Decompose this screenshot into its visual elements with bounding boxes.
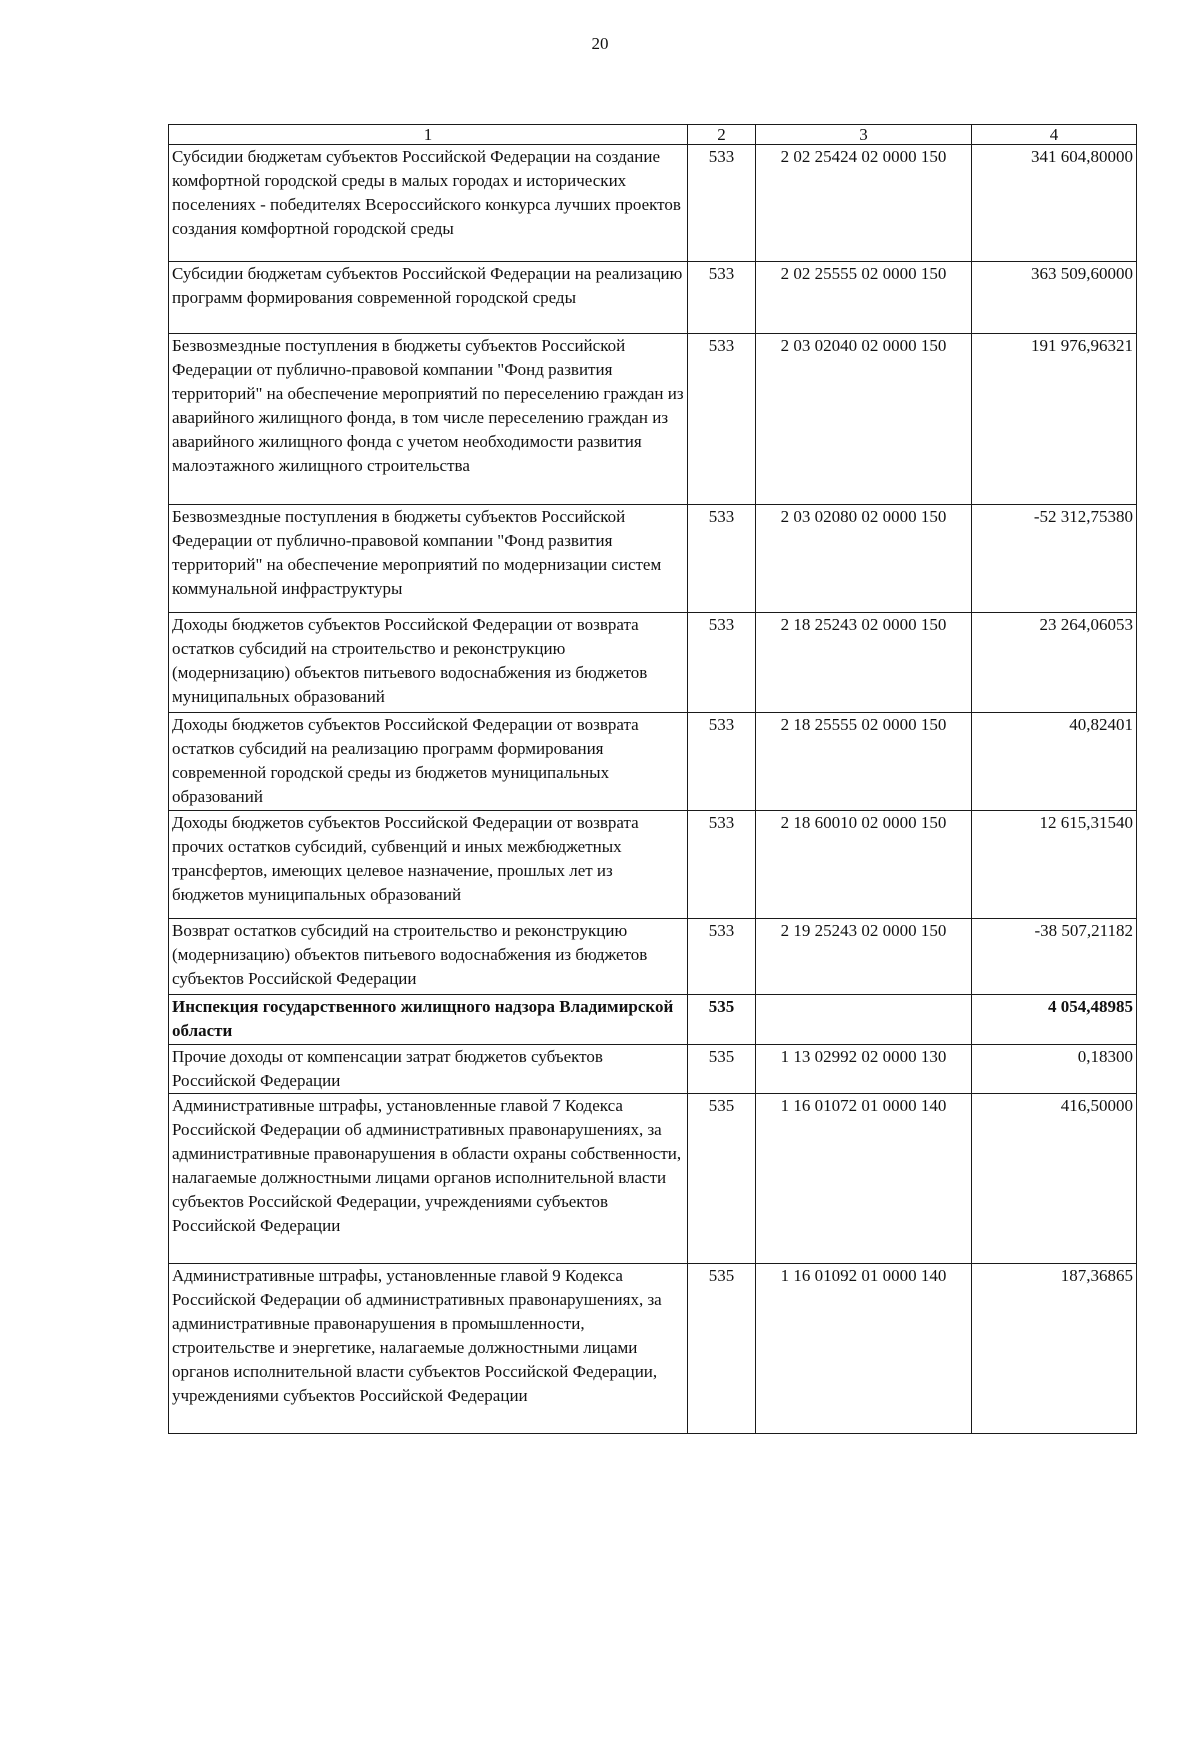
amount-cell: 187,36865 <box>972 1264 1137 1434</box>
header-col-1: 1 <box>169 125 688 145</box>
classification-code-cell: 1 16 01092 01 0000 140 <box>756 1264 972 1434</box>
amount-cell: 0,18300 <box>972 1045 1137 1094</box>
revenue-name-cell: Возврат остатков субсидий на строительство и реконструкцию (модернизацию) объектов питьевого водоснабжения из бюджетов субъектов Российской Федерации <box>169 919 688 995</box>
admin-code-cell: 533 <box>688 262 756 334</box>
table-row <box>169 995 1137 1045</box>
revenue-name-cell: Доходы бюджетов субъектов Российской Федерации от возврата прочих остатков субсидий, субвенций и иных межбюджетных трансфертов, имеющих целевое назначение, прошлых лет из бюджетов муниципальных образований <box>169 811 688 919</box>
revenue-name-cell: Инспекция государственного жилищного надзора Владимирской области <box>169 995 688 1045</box>
revenue-name-cell: Субсидии бюджетам субъектов Российской Федерации на реализацию программ формирования современной городской среды <box>169 262 688 334</box>
admin-code-cell: 533 <box>688 334 756 505</box>
table-row <box>169 1094 1137 1264</box>
amount-cell: 363 509,60000 <box>972 262 1137 334</box>
amount-cell: 341 604,80000 <box>972 145 1137 262</box>
revenue-name-cell: Прочие доходы от компенсации затрат бюджетов субъектов Российской Федерации <box>169 1045 688 1094</box>
revenue-name-cell: Субсидии бюджетам субъектов Российской Федерации на создание комфортной городской среды в малых городах и исторических поселениях - победителях Всероссийского конкурса лучших проектов создания комфортной городской среды <box>169 145 688 262</box>
table-row <box>169 919 1137 995</box>
table-row <box>169 505 1137 613</box>
classification-code-cell: 1 13 02992 02 0000 130 <box>756 1045 972 1094</box>
classification-code-cell: 2 18 25243 02 0000 150 <box>756 613 972 713</box>
table-row <box>169 1045 1137 1094</box>
classification-code-cell: 2 18 60010 02 0000 150 <box>756 811 972 919</box>
classification-code-cell: 2 02 25555 02 0000 150 <box>756 262 972 334</box>
amount-cell: 4 054,48985 <box>972 995 1137 1045</box>
revenue-table <box>168 124 1137 1434</box>
amount-cell: 23 264,06053 <box>972 613 1137 713</box>
revenue-name-cell: Административные штрафы, установленные главой 9 Кодекса Российской Федерации об административных правонарушениях, за административные правонарушения в промышленности, строительстве и энергетике, налагаемые должностными лицами органов исполнительной власти субъектов Российской Федерации, учреждениями субъектов Российской Федерации <box>169 1264 688 1434</box>
admin-code-cell: 535 <box>688 1045 756 1094</box>
amount-cell: 416,50000 <box>972 1094 1137 1264</box>
amount-cell: 40,82401 <box>972 713 1137 811</box>
table-row <box>169 262 1137 334</box>
admin-code-cell: 533 <box>688 713 756 811</box>
table-row <box>169 145 1137 262</box>
admin-code-cell: 533 <box>688 613 756 713</box>
admin-code-cell: 535 <box>688 1264 756 1434</box>
admin-code-cell: 533 <box>688 145 756 262</box>
revenue-name-cell: Доходы бюджетов субъектов Российской Федерации от возврата остатков субсидий на реализацию программ формирования современной городской среды из бюджетов муниципальных образований <box>169 713 688 811</box>
revenue-name-cell: Безвозмездные поступления в бюджеты субъектов Российской Федерации от публично-правовой компании "Фонд развития территорий" на обеспечение мероприятий по модернизации систем коммунальной инфраструктуры <box>169 505 688 613</box>
table-header-row <box>169 125 1137 145</box>
header-col-2: 2 <box>688 125 756 145</box>
classification-code-cell: 2 19 25243 02 0000 150 <box>756 919 972 995</box>
classification-code-cell: 1 16 01072 01 0000 140 <box>756 1094 972 1264</box>
amount-cell: -38 507,21182 <box>972 919 1137 995</box>
amount-cell: 191 976,96321 <box>972 334 1137 505</box>
table-row <box>169 1264 1137 1434</box>
table-row <box>169 613 1137 713</box>
admin-code-cell: 535 <box>688 1094 756 1264</box>
amount-cell: -52 312,75380 <box>972 505 1137 613</box>
header-col-4: 4 <box>972 125 1137 145</box>
revenue-name-cell: Доходы бюджетов субъектов Российской Федерации от возврата остатков субсидий на строительство и реконструкцию (модернизацию) объектов питьевого водоснабжения из бюджетов муниципальных образований <box>169 613 688 713</box>
revenue-name-cell: Безвозмездные поступления в бюджеты субъектов Российской Федерации от публично-правовой компании "Фонд развития территорий" на обеспечение мероприятий по переселению граждан из аварийного жилищного фонда, в том числе переселению граждан из аварийного жилищного фонда с учетом необходимости развития малоэтажного жилищного строительства <box>169 334 688 505</box>
table-row <box>169 811 1137 919</box>
classification-code-cell: 2 03 02040 02 0000 150 <box>756 334 972 505</box>
amount-cell: 12 615,31540 <box>972 811 1137 919</box>
admin-code-cell: 533 <box>688 811 756 919</box>
admin-code-cell: 535 <box>688 995 756 1045</box>
admin-code-cell: 533 <box>688 505 756 613</box>
page-number: 20 <box>591 34 609 53</box>
classification-code-cell: 2 02 25424 02 0000 150 <box>756 145 972 262</box>
header-col-3: 3 <box>756 125 972 145</box>
table-row <box>169 334 1137 505</box>
table-row <box>169 713 1137 811</box>
revenue-name-cell: Административные штрафы, установленные главой 7 Кодекса Российской Федерации об административных правонарушениях, за административные правонарушения в области охраны собственности, налагаемые должностными лицами органов исполнительной власти субъектов Российской Федерации, учреждениями субъектов Российской Федерации <box>169 1094 688 1264</box>
classification-code-cell: 2 18 25555 02 0000 150 <box>756 713 972 811</box>
classification-code-cell: 2 03 02080 02 0000 150 <box>756 505 972 613</box>
classification-code-cell <box>756 995 972 1045</box>
admin-code-cell: 533 <box>688 919 756 995</box>
